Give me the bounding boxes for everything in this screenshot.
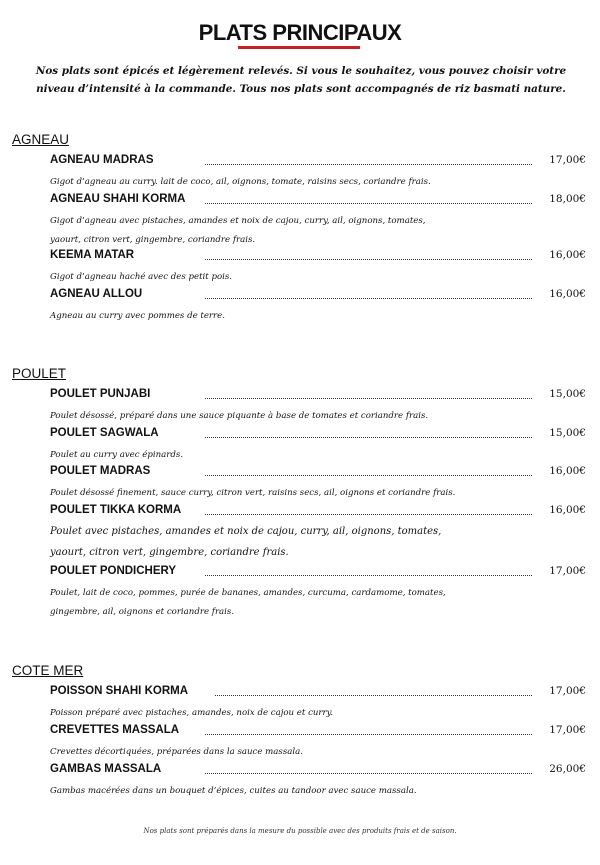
dot-leader [205,773,532,774]
item-description: Agneau au curry avec pommes de terre. [50,311,225,321]
dot-leader [205,203,532,204]
dot-leader [215,695,532,696]
item-price: 17,00€ [549,565,586,577]
item-price: 18,00€ [549,193,586,205]
dot-leader [205,259,532,260]
item-price: 16,00€ [549,249,586,261]
item-name: KEEMA MATAR [50,249,135,261]
intro-text: Nos plats sont épicés et légèrement relevés. Si vous le souhaitez, vous pouvez choisir votre niveau d’intensité à la commande. Tous nos plats sont accompagnés de riz basmati nature. [35,65,567,95]
item-price: 26,00€ [549,763,586,775]
dot-leader [205,298,532,299]
footer-note: Nos plats sont préparés dans la mesure du possible avec des produits frais et de saison. [143,827,457,835]
item-description: Poulet désossé, préparé dans une sauce piquante à base de tomates et coriandre frais. [50,411,429,421]
dot-leader [205,398,532,399]
item-description: Poulet, lait de coco, pommes, purée de bananes, amandes, curcuma, cardamome, tomates, gingembre, ail, oignons et coriandre frais. [50,588,446,617]
dot-leader [205,734,532,735]
item-description: Crevettes décortiquées, préparées dans la sauce massala. [50,747,303,757]
item-price: 15,00€ [549,388,586,400]
item-name: POULET PONDICHERY [50,565,177,577]
item-description: Poulet désossé finement, sauce curry, citron vert, raisins secs, ail, oignons et coriandre frais. [50,488,456,498]
item-price: 17,00€ [549,724,586,736]
item-description: Poisson préparé avec pistaches, amandes, noix de cajou et curry. [50,708,334,718]
item-name: POULET MADRAS [50,465,151,477]
section-title: COTE MER [12,663,84,678]
item-description: Poulet au curry avec épinards. [50,450,184,460]
item-description: Gigot d’agneau au curry. lait de coco, ail, oignons, tomate, raisins secs, coriandre frais. [50,177,431,187]
page-title: PLATS PRINCIPAUX [198,20,402,45]
item-price: 16,00€ [549,288,586,300]
item-price: 16,00€ [549,504,586,516]
item-price: 17,00€ [549,154,586,166]
item-price: 15,00€ [549,427,586,439]
item-name: POULET SAGWALA [50,427,159,439]
item-price: 16,00€ [549,465,586,477]
title-underline [238,46,360,49]
item-name: POULET PUNJABI [50,388,151,400]
dot-leader [205,514,532,515]
item-description: Poulet avec pistaches, amandes et noix de cajou, curry, ail, oignons, tomates, yaourt, citron vert, gingembre, coriandre frais. [50,526,442,558]
dot-leader [205,575,532,576]
section-title: POULET [12,366,67,381]
item-name: AGNEAU MADRAS [50,154,154,166]
item-name: POISSON SHAHI KORMA [50,685,189,697]
item-description: Gigot d’agneau haché avec des petit pois. [50,272,233,282]
item-description: Gambas macérées dans un bouquet d’épices, cuites au tandoor avec sauce massala. [50,786,417,796]
dot-leader [205,475,532,476]
item-name: AGNEAU SHAHI KORMA [50,193,186,205]
dot-leader [205,164,532,165]
item-description: Gigot d’agneau avec pistaches, amandes et noix de cajou, curry, ail, oignons, tomates, yaourt, citron vert, gingembre, coriandre frais. [50,216,426,245]
item-name: CREVETTES MASSALA [50,724,180,736]
dot-leader [205,437,532,438]
item-name: AGNEAU ALLOU [50,288,143,300]
section-title: AGNEAU [12,132,70,147]
item-name: POULET TIKKA KORMA [50,504,182,516]
item-name: GAMBAS MASSALA [50,763,162,775]
item-price: 17,00€ [549,685,586,697]
